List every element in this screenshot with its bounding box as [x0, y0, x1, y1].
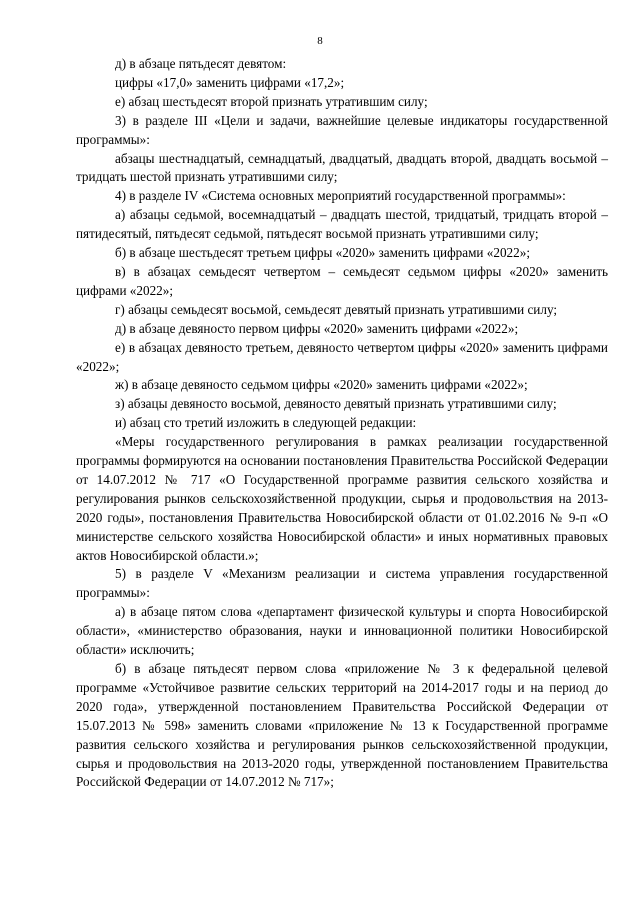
- quoted-paragraph: «Меры государственного регулирования в рамках реализации государственной программы формируются на основании постановления Правительства Российской Федерации от 14.07.2012 № 717 «О Государственной программе развития сельского хозяйства и регулирования рынков сельскохозяйственной продукции, сырья и продовольствия на 2013-2020 годы», постановления Правительства Новосибирской области от 01.02.2016 № 9-п «О министерстве сельского хозяйства Новосибирской области» и иных нормативных правовых актов Новосибирской области.»;: [76, 434, 608, 563]
- paragraph: г) абзацы семьдесят восьмой, семьдесят девятый признать утратившими силу;: [115, 301, 558, 317]
- paragraph: е) абзац шестьдесят второй признать утратившим силу;: [115, 93, 428, 109]
- document-body: [76, 55, 608, 792]
- paragraph: 5) в разделе V «Механизм реализации и система управления государственной программы»:: [76, 566, 608, 601]
- paragraph: д) в абзаце пятьдесят девятом:: [115, 56, 287, 71]
- page-number: 8: [317, 35, 323, 47]
- paragraph: ж) в абзаце девяносто седьмом цифры «2020» заменить цифрами «2022»;: [115, 377, 528, 393]
- paragraph: е) в абзацах девяносто третьем, девяносто четвертом цифры «2020» заменить цифрами «2022»;: [76, 339, 608, 374]
- paragraph: д) в абзаце девяносто первом цифры «2020» заменить цифрами «2022»;: [115, 320, 519, 336]
- paragraph: и) абзац сто третий изложить в следующей редакции:: [115, 415, 417, 431]
- paragraph: б) в абзаце пятьдесят первом слова «приложение № 3 к федеральной целевой программе «Устойчивое развитие сельских территорий на 2014-2017 годы и на период до 2020 года», утвержденной постановлением Правительства Российской Федерации от 15.07.2013 № 598» заменить словами «приложение № 13 к Государственной программе развития сельского хозяйства и регулирования рынков сельскохозяйственной продукции, сырья и продовольствия на 2013-2020 годы, утвержденной постановлением Правительства Российской Федерации от 14.07.2012 № 717»;: [76, 661, 608, 790]
- paragraph: а) абзацы седьмой, восемнадцатый – двадцать шестой, тридцатый, тридцать второй – пятидесятый, пятьдесят седьмой, пятьдесят восьмой признать утратившими силу;: [76, 207, 608, 242]
- paragraph: б) в абзаце шестьдесят третьем цифры «2020» заменить цифрами «2022»;: [115, 245, 530, 261]
- paragraph: в) в абзацах семьдесят четвертом – семьдесят седьмом цифры «2020» заменить цифрами «2022»;: [76, 263, 608, 298]
- paragraph: цифры «17,0» заменить цифрами «17,2»;: [115, 74, 345, 90]
- paragraph: абзацы шестнадцатый, семнадцатый, двадцатый, двадцать второй, двадцать восьмой – тридцать шестой признать утратившими силу;: [76, 150, 608, 185]
- paragraph: а) в абзаце пятом слова «департамент физической культуры и спорта Новосибирской области», «министерство образования, науки и инновационной политики Новосибирской области» исключить;: [76, 604, 608, 658]
- paragraph: з) абзацы девяносто восьмой, девяносто девятый признать утратившими силу;: [115, 396, 557, 412]
- paragraph: 3) в разделе III «Цели и задачи, важнейшие целевые индикаторы государственной программы»:: [76, 112, 608, 147]
- paragraph: 4) в разделе IV «Система основных мероприятий государственной программы»:: [115, 188, 566, 204]
